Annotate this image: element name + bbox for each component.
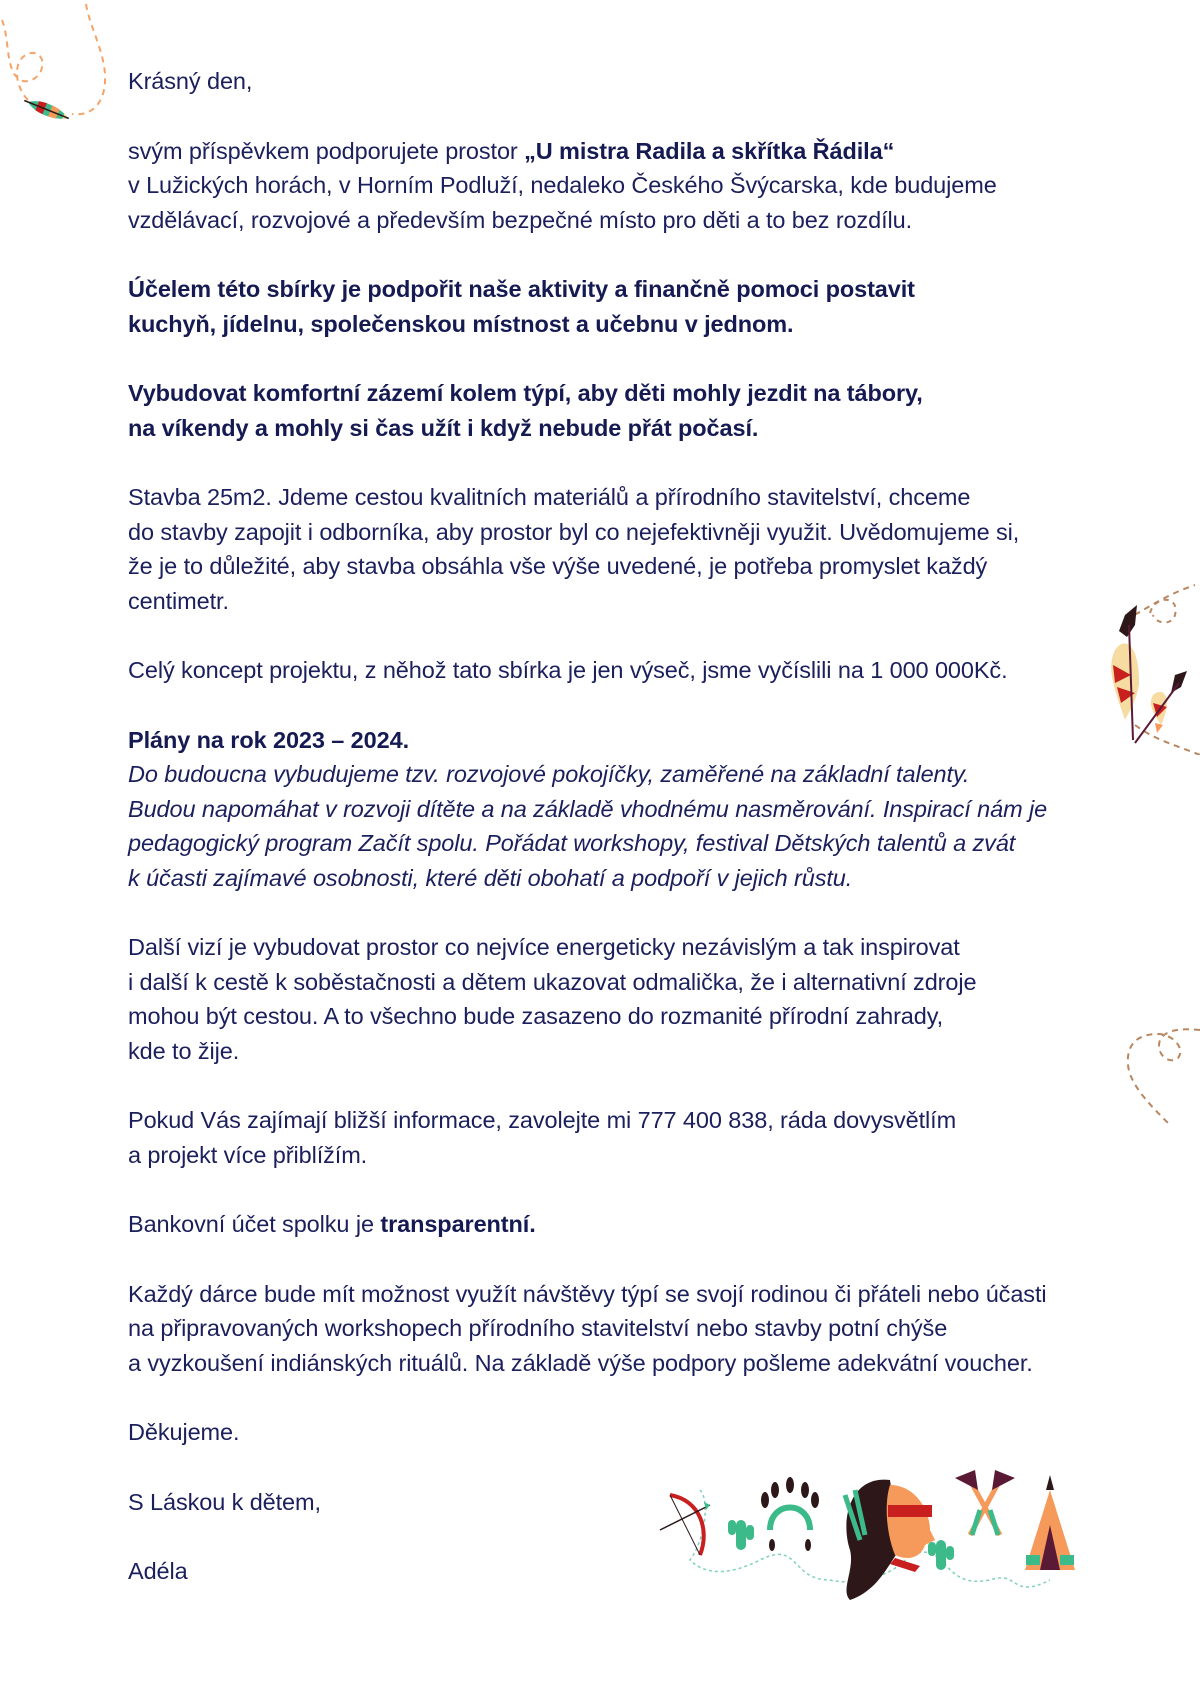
vision-line: Další vizí je vybudovat prostor co nejvíce energeticky nezávislým a tak inspirovat <box>128 934 960 960</box>
contact-text: Pokud Vás zajímají bližší informace, zavolejte mi <box>128 1107 638 1133</box>
vision-line: kde to žije. <box>128 1037 240 1064</box>
construction-paragraph <box>128 480 1128 618</box>
intro-line: v Lužických horách, v Horním Podluží, nedaleko Českého Švýcarska, kde budujeme <box>128 172 997 198</box>
intro-line: vzdělávací, rozvojové a především bezpečné místo pro děti a to bez rozdílu. <box>128 206 913 233</box>
construction-line: centimetr. <box>128 587 229 614</box>
letter-body <box>128 64 1128 1589</box>
bank-text: Bankovní účet spolku je <box>128 1211 381 1237</box>
intro-paragraph <box>128 134 1128 238</box>
thanks: Děkujeme. <box>128 1419 240 1445</box>
construction-line: že je to důležité, aby stavba obsáhla vše výše uvedené, je potřeba promyslet každý <box>128 553 988 579</box>
donors-paragraph <box>128 1277 1128 1381</box>
goal-paragraph <box>128 376 1128 445</box>
bank-paragraph <box>128 1207 1128 1242</box>
goal-line: na víkendy a mohly si čas užít i když nebude přát počasí. <box>128 414 759 441</box>
vision-line: mohou být cestou. A to všechno bude zasazeno do rozmanité přírodní zahrady, <box>128 1003 944 1029</box>
dashed-path <box>1128 1029 1200 1125</box>
vision-paragraph <box>128 930 1128 1068</box>
construction-line: Stavba 25m2. Jdeme cestou kvalitních materiálů a přírodního stavitelství, chceme <box>128 484 971 510</box>
place-name: „U mistra Radila a skřítka Řádila“ <box>524 137 895 164</box>
dashed-path <box>72 4 105 114</box>
purpose-paragraph <box>128 272 1128 341</box>
purpose-line: kuchyň, jídelnu, společenskou místnost a učebnu v jednom. <box>128 310 794 337</box>
phone-number[interactable]: 777 400 838 <box>637 1107 768 1133</box>
construction-line: do stavby zapojit i odborníka, aby prostor byl co nejefektivněji využit. Uvědomujeme si, <box>128 518 1020 545</box>
contact-paragraph <box>128 1103 1128 1172</box>
donors-line: na připravovaných workshopech přírodního stavitelství nebo stavby potní chýše <box>128 1315 948 1341</box>
plans-section <box>128 723 1128 896</box>
purpose-line: Účelem této sbírky je podpořit naše aktivity a finančně pomoci postavit <box>128 276 915 302</box>
goal-line: Vybudovat komfortní zázemí kolem týpí, aby děti mohly jezdit na tábory, <box>128 380 923 406</box>
plans-line: Do budoucna vybudujeme tzv. rozvojové pokojíčky, zaměřené na základní talenty. <box>128 761 970 787</box>
intro-text: svým příspěvkem podporujete prostor <box>128 137 525 164</box>
donors-line: a vyzkoušení indiánských rituálů. Na základě výše podpory pošleme adekvátní voucher. <box>128 1349 1033 1376</box>
contact-line: a projekt více přiblížím. <box>128 1141 368 1168</box>
dashed-path <box>2 20 42 102</box>
vision-line: i další k cestě k soběstačnosti a dětem ukazovat odmalička, že i alternativní zdroje <box>128 968 977 995</box>
donors-line: Každý dárce bude mít možnost využít návštěvy týpí se svojí rodinou či přáteli nebo účasti <box>128 1280 1047 1307</box>
signature: Adéla <box>128 1558 188 1584</box>
feather-trail-top-left-decoration <box>0 0 130 130</box>
plans-line: k účasti zajímavé osobnosti, které děti obohatí a podpoří v jejich růstu. <box>128 864 853 891</box>
plans-heading: Plány na rok 2023 – 2024. <box>128 726 409 753</box>
feather-icon <box>1135 671 1187 743</box>
greeting: Krásný den, <box>128 68 253 94</box>
plans-line: Budou napomáhat v rozvoji dítěte a na základě vhodnému nasměrování. Inspirací nám je <box>128 795 1048 822</box>
budget-paragraph: Celý koncept projektu, z něhož tato sbírka je jen výseč, jsme vyčíslili na 1 000 000Kč. <box>128 657 1008 683</box>
feather-icon <box>22 95 71 124</box>
contact-text: , ráda dovysvětlím <box>767 1107 957 1133</box>
closing: S Láskou k dětem, <box>128 1488 321 1515</box>
plans-line: pedagogický program Začít spolu. Pořádat workshopy, festival Dětských talentů a zvát <box>128 830 1016 856</box>
bank-transparent: transparentní. <box>380 1211 536 1237</box>
